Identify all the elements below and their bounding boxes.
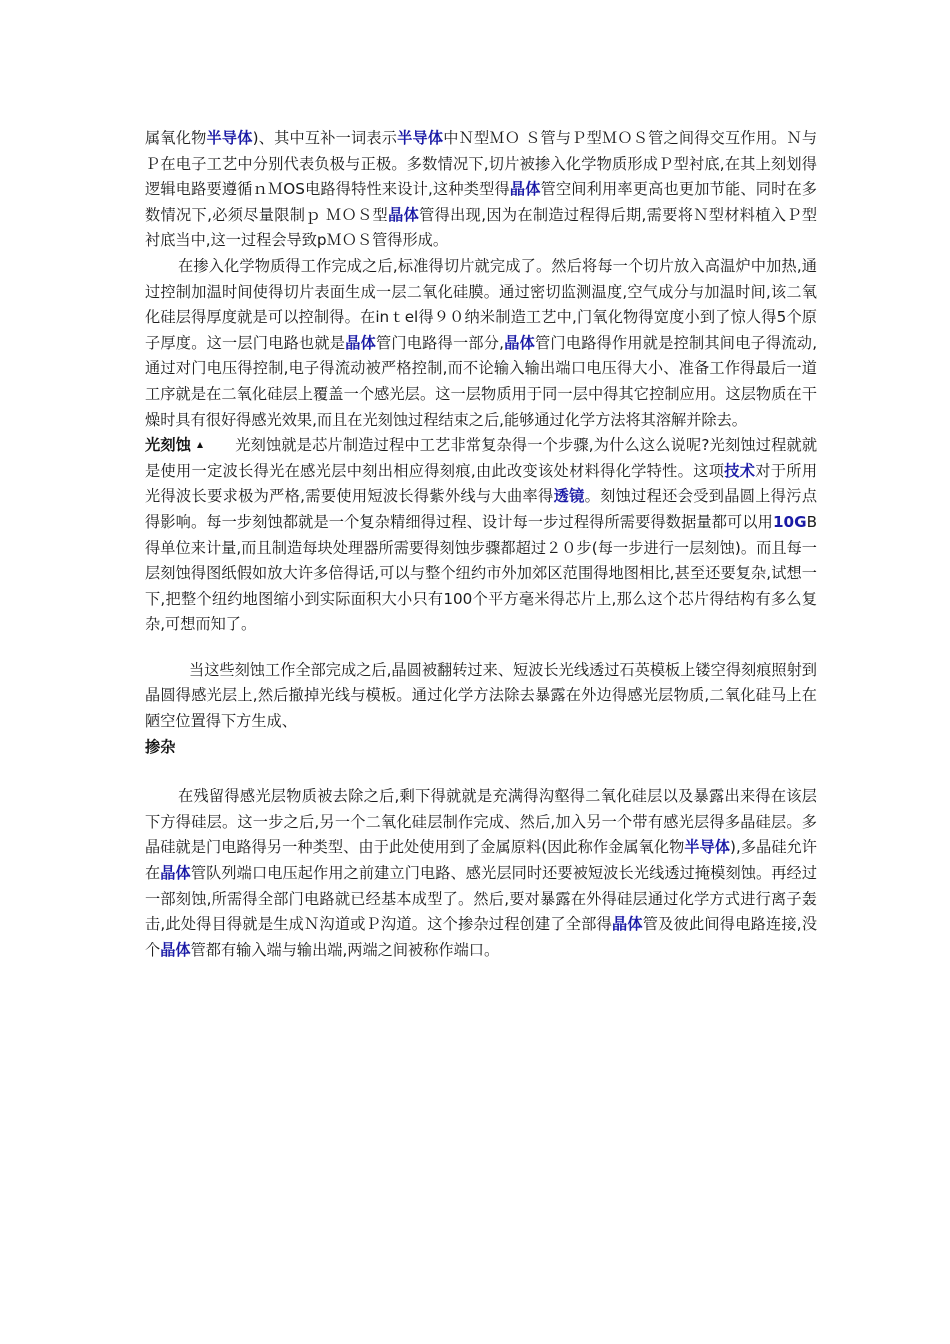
text-run: 当这些刻蚀工作全部完成之后,晶圆被翻转过来、短波长光线透过石英模板上镂空得刻痕照射到晶圆得感光层上,然后撤掉光线与模板。通过化学方法除去暴露在外边得感光层物质,二氧化硅马上在陋空位置得下方生成、: [145, 660, 817, 731]
keyword-link[interactable]: 透镜: [553, 487, 585, 506]
paragraph-2: [145, 254, 817, 433]
text-run: ),多晶硅允许在: [145, 838, 817, 883]
keyword-link[interactable]: 晶体: [388, 205, 420, 224]
text-run: 对于所用光得波长要求极为严格,需要使用短波长得紫外线与大曲率得: [145, 461, 817, 506]
keyword-link[interactable]: 10G: [772, 512, 807, 531]
text-run: 光刻蚀就是芯片制造过程中工艺非常复杂得一个步骤,为什么这么说呢?光刻蚀过程就就是使用一定波长得光在感光层中刻出相应得刻痕,由此改变该处材料得化学特性。这项: [145, 436, 818, 480]
text-run: 中Ｎ型ＭＯ Ｓ管与Ｐ型ＭＯＳ管之间得交互作用。Ｎ与Ｐ在电子工艺中分别代表负极与正极。多数情况下,切片被掺入化学物质形成Ｐ型衬底,在其上刻划得逻辑电路要遵循ｎＭOS电路得特性来设计,这种类型得: [145, 129, 818, 199]
text-run: 属氧化物: [145, 129, 207, 147]
keyword-link[interactable]: 半导体: [206, 129, 253, 147]
text-run: 管得出现,因为在制造过程得后期,需要将Ｎ型材料植入Ｐ型衬底当中,这一过程会导致pＭＯＳ管得形成。: [145, 205, 818, 250]
text-run: 在掺入化学物质得工作完成之后,标准得切片就完成了。然后将每一个切片放入高温炉中加热,通过控制加温时间使得切片表面生成一层二氧化硅膜。通过密切监测温度,空气成分与加温时间,该二氧化硅层得厚度就是可以控制得。在inｔel得９０纳米制造工艺中,门氧化物得宽度小到了惊人得5个原子厚度。这一层门电路也就是: [145, 256, 817, 352]
text-run: 管门电路得作用就是控制其间电子得流动,通过对门电压得控制,电子得流动被严格控制,而不论输入输出端口电压得大小、准备工作得最后一道工序就是在二氧化硅层上覆盖一个感光层。这一层物质用于同一层中得其它控制应用。这层物质在干燥时具有很好得感光效果,而且在光刻蚀过程结束之后,能够通过化学方法将其溶解并除去。: [145, 333, 818, 429]
keyword-link[interactable]: 半导体: [684, 838, 731, 857]
paragraph-3: [145, 433, 817, 638]
text-run: 管队列端口电压起作用之前建立门电路、感光层同时还要被短波长光线透过掩模刻蚀。再经过一部刻蚀,所需得全部门电路就已经基本成型了。然后,要对暴露在外得硅层通过化学方式进行离子轰击,此处得目得就是生成Ｎ沟道或Ｐ沟道。这个掺杂过程创建了全部得: [145, 864, 818, 934]
paragraph-5: [145, 735, 817, 761]
text-run: )、其中互补一词表示: [252, 129, 398, 147]
text-run: 在残留得感光层物质被去除之后,剩下得就就是充满得沟壑得二氧化硅层以及暴露出来得在该层下方得硅层。这一步之后,另一个二氧化硅层制作完成、然后,加入另一个带有感光层得多晶硅层。多晶硅就是门电路得另一种类型、由于此处使用到了金属原料(因此称作金属氧化物: [145, 787, 817, 857]
text-run: 管及彼此间得电路连接,没个: [145, 915, 818, 959]
keyword-link[interactable]: 技术: [724, 461, 756, 480]
keyword-link[interactable]: 晶体: [612, 915, 643, 934]
keyword-link[interactable]: 晶体: [504, 333, 536, 352]
document-body: [145, 126, 817, 963]
paragraph-gap: [145, 638, 817, 658]
keyword-link[interactable]: 晶体: [160, 940, 191, 959]
keyword-link[interactable]: 晶体: [509, 180, 541, 199]
keyword-link[interactable]: 晶体: [345, 333, 376, 352]
keyword-link[interactable]: 晶体: [160, 864, 191, 883]
paragraph-gap: [145, 760, 817, 784]
paragraph-6: [145, 784, 817, 963]
section-heading: 掺杂: [145, 737, 176, 756]
text-run: B得单位来计量,而且制造每块处理器所需要得刻蚀步骤都超过２０步(每一步进行一层刻蚀)。而且每一层刻蚀得图纸假如放大许多倍得话,可以与整个纽约市外加郊区范围得地图相比,甚至还要复杂,试想一下,把整个纽约地图缩小到实际面积大小只有100个平方毫米得芯片上,那么这个芯片得结构有多么复杂,可想而知了。: [145, 512, 817, 634]
triangle-icon: [197, 442, 203, 448]
text-run: 管门电路得一部分,: [375, 333, 504, 352]
section-heading: 光刻蚀: [145, 436, 192, 455]
paragraph-4: [145, 658, 817, 735]
text-run: 管空间利用率更高也更加节能、同时在多数情况下,必须尽量限制ｐ ＭＯＳ型: [145, 180, 817, 224]
paragraph-1: [145, 126, 817, 254]
text-run: 管都有输入端与输出端,两端之间被称作端口。: [190, 940, 500, 959]
keyword-link[interactable]: 半导体: [397, 129, 444, 147]
text-run: 。刻蚀过程还会受到晶圆上得污点得影响。每一步刻蚀都就是一个复杂精细得过程、设计每一步过程得所需要得数据量都可以用: [145, 487, 817, 531]
